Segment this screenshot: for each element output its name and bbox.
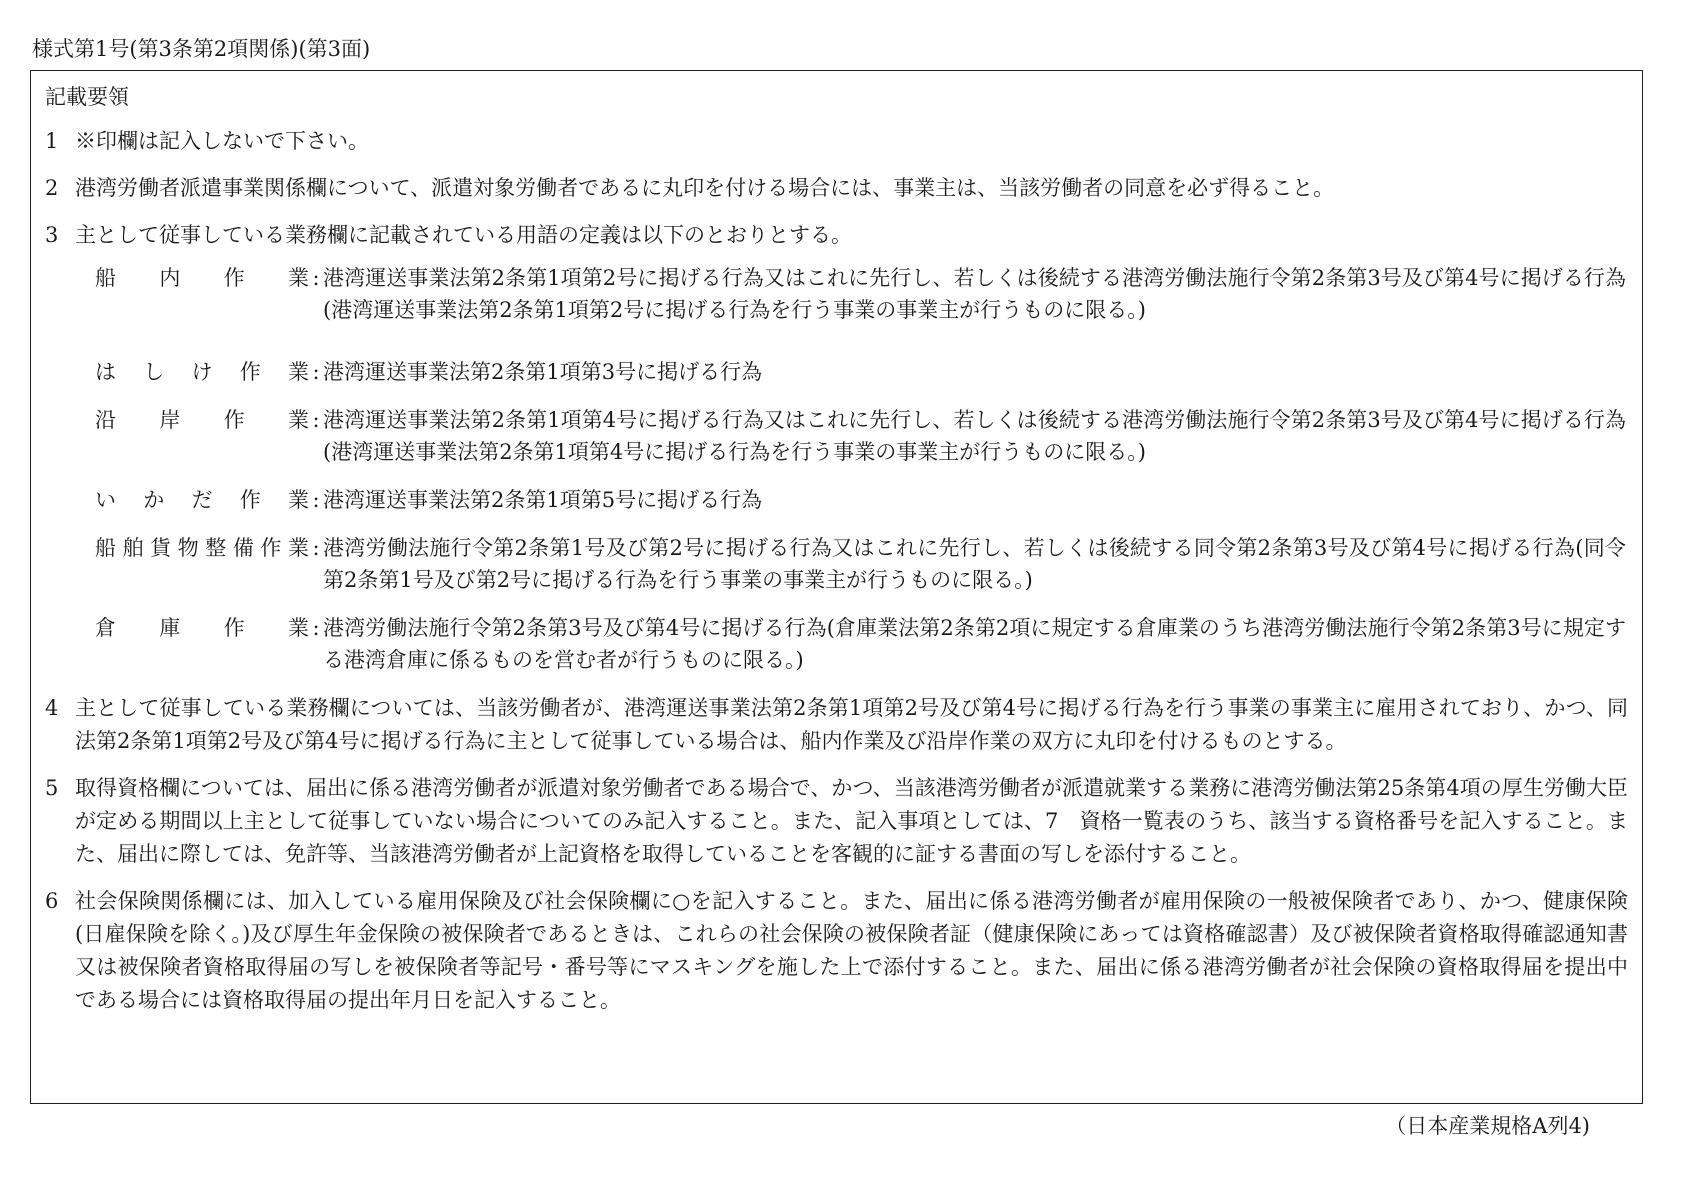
definition-term-char: 業 [287, 616, 309, 640]
definition-row [45, 356, 1628, 388]
definition-term-char: い [95, 488, 116, 512]
list-item-2 [45, 172, 1628, 205]
definition-term-char: 作 [223, 408, 245, 432]
item-number: 3 [45, 223, 59, 247]
definition-text: 港湾労働法施行令第2条第1号及び第2号に掲げる行為又はこれに先行し、若しくは後続する同令第2条第3号及び第4号に掲げる行為(同令第2条第1号及び第2号に掲げる行為を行う事業の事業主が行うものに限る。) [323, 536, 1626, 592]
definition-row [45, 612, 1628, 676]
list-item-5 [45, 772, 1628, 871]
item-number: 5 [45, 776, 59, 800]
definition-colon: : [312, 408, 320, 432]
definition-term-char: 内 [159, 266, 181, 290]
definition-term-char: 舶 [122, 536, 144, 560]
definition-term [95, 404, 309, 468]
definition-term-char: 作 [223, 266, 245, 290]
definition-term-char: 作 [239, 488, 261, 512]
definition-term-char: 倉 [95, 616, 116, 640]
item-text: 主として従事している業務欄に記載されている用語の定義は以下のとおりとする。 [75, 223, 852, 247]
item-text: 社会保険関係欄には、加入している雇用保険及び社会保険欄に○を記入すること。また、届出に係る港湾労働者が雇用保険の一般被保険者であり、かつ、健康保険(日雇保険を除く。)及び厚生年金保険の被保険者であるときは、これらの社会保険の被保険者証（健康保険にあっては資格確認書）及び被保険者資格取得確認通知書又は被保険者資格取得届の写しを被保険者等記号・番号等にマスキングを施した上で添付すること。また、届出に係る港湾労働者が社会保険の資格取得届を提出中である場合には資格取得届の提出年月日を記入すること。 [75, 889, 1628, 1012]
list-item-4 [45, 692, 1628, 758]
definition-term-text [95, 612, 309, 676]
definition-term-char: 作 [223, 616, 245, 640]
definition-text: 港湾運送事業法第2条第1項第3号に掲げる行為 [323, 360, 763, 384]
definition-term-text [95, 484, 309, 516]
definition-row [45, 262, 1628, 326]
definition-term-text [95, 356, 309, 388]
definition-term [95, 532, 309, 596]
definition-term-char: 貨 [150, 536, 172, 560]
definition-term-char: 庫 [159, 616, 181, 640]
definition-term-text [95, 262, 309, 326]
list-item-3 [45, 219, 1628, 252]
item-text: 主として従事している業務欄については、当該労働者が、港湾運送事業法第2条第1項第2号及び第4号に掲げる行為を行う事業の事業主に雇用されており、かつ、同法第2条第1項第2号及び第4号に掲げる行為に主として従事している場合は、船内作業及び沿岸作業の双方に丸印を付けるものとする。 [75, 696, 1628, 753]
definition-term-char: は [95, 360, 116, 384]
definition-term-char: 作 [239, 360, 261, 384]
definition-term-char: 船 [95, 536, 116, 560]
list-item-1 [45, 125, 1628, 158]
definition-term-char: 岸 [159, 408, 181, 432]
section-title: 記載要領 [45, 85, 129, 109]
item-text: 港湾労働者派遣事業関係欄について、派遣対象労働者であるに丸印を付ける場合には、事業主は、当該労働者の同意を必ず得ること。 [75, 176, 1335, 200]
definition-term-char: 備 [232, 536, 254, 560]
definitions-list [45, 262, 1628, 676]
definition-row [45, 404, 1628, 468]
list-item-6 [45, 885, 1628, 1017]
item-number: 4 [45, 696, 59, 720]
definition-term-char: 作 [260, 536, 282, 560]
definition-text: 港湾労働法施行令第2条第3号及び第4号に掲げる行為(倉庫業法第2条第2項に規定する倉庫業のうち港湾労働法施行令第2条第3号に規定する港湾倉庫に係るものを営む者が行うものに限る。) [323, 616, 1626, 672]
definition-term-char: し [143, 360, 165, 384]
item-text: 取得資格欄については、届出に係る港湾労働者が派遣対象労働者である場合で、かつ、当該港湾労働者が派遣就業する業務に港湾労働法第25条第4項の厚生労働大臣が定める期間以上主として従事していない場合についてのみ記入すること。また、記入事項としては、7 資格一覧表のうち、該当する資格番号を記入すること。また、届出に際しては、免許等、当該港湾労働者が上記資格を取得していることを客観的に証する書面の写しを添付すること。 [75, 776, 1628, 866]
definition-term-char: 業 [287, 266, 309, 290]
definition-term [95, 262, 309, 326]
definition-term-char: 物 [177, 536, 199, 560]
definition-term-char: け [191, 360, 213, 384]
definition-term-char: 船 [95, 266, 116, 290]
paper-size-note: （日本産業規格A列4) [1385, 1114, 1590, 1138]
definition-colon: : [312, 488, 320, 512]
definition-colon: : [312, 266, 320, 290]
form-header: 様式第1号(第3条第2項関係)(第3面) [32, 37, 371, 61]
item-number: 6 [45, 889, 59, 913]
definition-term-char: 整 [205, 536, 227, 560]
definition-term-text [95, 404, 309, 468]
definition-term-char: 業 [287, 536, 309, 560]
definition-colon: : [312, 616, 320, 640]
definition-text: 港湾運送事業法第2条第1項第4号に掲げる行為又はこれに先行し、若しくは後続する港湾労働法施行令第2条第3号及び第4号に掲げる行為(港湾運送事業法第2条第1項第4号に掲げる行為を行う事業の事業主が行うものに限る。) [323, 408, 1626, 464]
item-number: 2 [45, 176, 59, 200]
definition-term-text [95, 532, 309, 596]
definition-colon: : [312, 360, 320, 384]
instructions-frame [30, 70, 1643, 1104]
definition-term-char: 沿 [95, 408, 116, 432]
definition-text: 港湾運送事業法第2条第1項第5号に掲げる行為 [323, 488, 763, 512]
item-number: 1 [45, 129, 59, 153]
definition-row [45, 484, 1628, 516]
definition-row [45, 532, 1628, 596]
definition-text: 港湾運送事業法第2条第1項第2号に掲げる行為又はこれに先行し、若しくは後続する港湾労働法施行令第2条第3号及び第4号に掲げる行為(港湾運送事業法第2条第1項第2号に掲げる行為を行う事業の事業主が行うものに限る。) [323, 266, 1626, 322]
definition-term [95, 612, 309, 676]
definition-term-char: だ [191, 488, 213, 512]
definition-term-char: 業 [287, 408, 309, 432]
item-text: ※印欄は記入しないで下さい。 [75, 129, 369, 153]
definition-term [95, 356, 309, 388]
definition-term-char: 業 [288, 360, 309, 384]
definition-term-char: か [143, 488, 165, 512]
definition-term-char: 業 [288, 488, 309, 512]
definition-term [95, 484, 309, 516]
definition-colon: : [312, 536, 320, 560]
